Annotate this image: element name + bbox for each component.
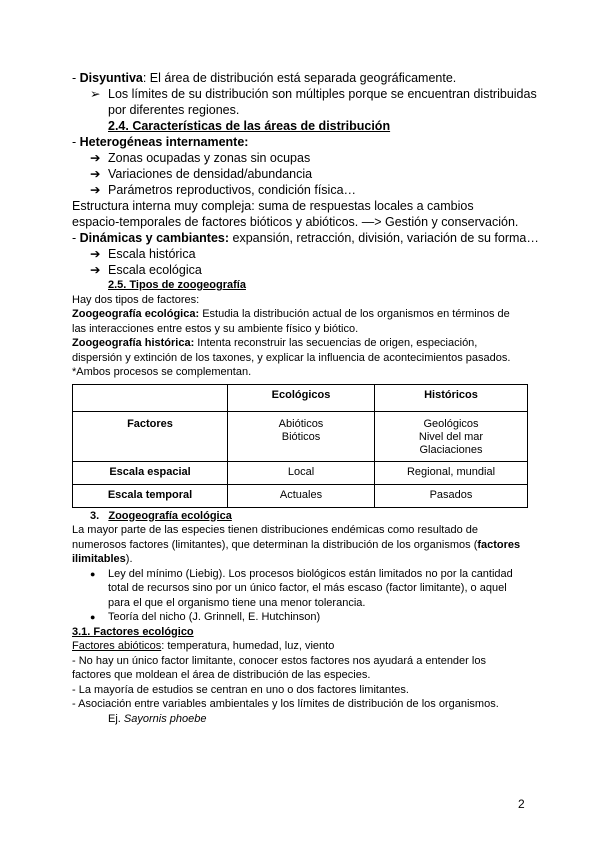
list-item: ● Ley del mínimo (Liebig). Los procesos biológicos están limitados no por la cantidad bbox=[90, 567, 513, 580]
heading-3: 3. Zoogeografía ecológica bbox=[90, 509, 232, 522]
document-page bbox=[72, 70, 539, 726]
cell-hist: Geológicos Nivel del mar Glaciaciones bbox=[375, 411, 528, 461]
zoo-ecologica-line2: las interacciones entre estos y su ambiente físico y biótico. bbox=[72, 322, 359, 335]
disyuntiva-sub-cont: por diferentes regiones. bbox=[108, 103, 240, 117]
cell-hist: Regional, mundial bbox=[375, 461, 528, 484]
liebig-cont: total de recursos sino por un único factor, el más escaso (factor limitante), o aquel bbox=[108, 582, 507, 594]
list-item: ➔ Zonas ocupadas y zonas sin ocupas bbox=[90, 151, 311, 165]
sec3-line1: La mayor parte de las especies tienen distribuciones endémicas como resultado de bbox=[72, 524, 479, 536]
table-row bbox=[73, 411, 528, 461]
zoo-ecologica-line1: Zoogeografía ecológica: Estudia la distribución actual de los organismos en términos de bbox=[72, 308, 510, 320]
table-row bbox=[73, 461, 528, 484]
list-item: ➔ Variaciones de densidad/abundancia bbox=[90, 167, 313, 181]
complementan-note: *Ambos procesos se complementan. bbox=[72, 366, 252, 378]
heading-2-5: 2.5. Tipos de zoogeografía bbox=[108, 279, 246, 291]
bullet-icon: ● bbox=[90, 612, 96, 622]
cell-eco: Abióticos Bióticos bbox=[228, 411, 375, 461]
table-header-row bbox=[73, 384, 528, 411]
cell-eco: Actuales bbox=[228, 484, 375, 507]
table-header-empty bbox=[73, 384, 228, 411]
dinamicas-line: - Dinámicas y cambiantes: expansión, retracción, división, variación de su forma… bbox=[72, 231, 539, 245]
table-row bbox=[73, 484, 528, 507]
factores-p1b: factores que moldean el área de distribución de las especies. bbox=[72, 669, 371, 681]
table-header-historicos: Históricos bbox=[375, 384, 528, 411]
row-label: Escala espacial bbox=[73, 461, 228, 484]
estructura-line1: Estructura interna muy compleja: suma de respuestas locales a cambios bbox=[72, 199, 474, 213]
bullet-icon: ● bbox=[90, 568, 96, 579]
cell-eco: Local bbox=[228, 461, 375, 484]
factores-p2: - La mayoría de estudios se centran en uno o dos factores limitantes. bbox=[72, 683, 409, 696]
row-label: Escala temporal bbox=[73, 484, 228, 507]
tipos-intro: Hay dos tipos de factores: bbox=[72, 293, 200, 306]
arrow-icon: ➔ bbox=[90, 167, 101, 181]
arrow-icon: ➔ bbox=[90, 183, 101, 197]
heading-3-1: 3.1. Factores ecológico bbox=[72, 625, 194, 638]
arrow-icon: ➔ bbox=[90, 151, 101, 165]
cell-hist: Pasados bbox=[375, 484, 528, 507]
arrow-icon: ➔ bbox=[90, 247, 101, 261]
list-item: ➔ Escala ecológica bbox=[90, 263, 202, 277]
factores-p1a: - No hay un único factor limitante, conocer estos factores nos ayudará a entender los bbox=[72, 654, 486, 667]
sec3-line2: numerosos factores (limitantes), que determinan la distribución de los organismos (factores bbox=[72, 538, 521, 551]
disyuntiva-label: Disyuntiva bbox=[79, 71, 143, 85]
disyuntiva-sub: ➢ Los límites de su distribución son múltiples porque se encuentran distribuidas bbox=[90, 87, 537, 101]
list-item: ➔ Parámetros reproductivos, condición física… bbox=[90, 183, 357, 197]
row-label: Factores bbox=[73, 411, 228, 461]
liebig-cont: para el que el organismo tiene una menor tolerancia. bbox=[108, 596, 366, 609]
zoo-historica-line2: dispersión y extinción de los taxones, y explicar la influencia de acontecimientos pasados. bbox=[72, 351, 511, 364]
zoo-historica-line1: Zoogeografía histórica: Intenta reconstruir las secuencias de origen, especiación, bbox=[72, 337, 478, 349]
arrow-hollow-icon: ➢ bbox=[90, 87, 101, 101]
estructura-line2: espacio-temporales de factores bióticos y abióticos. —> Gestión y conservación. bbox=[72, 215, 519, 229]
sec3-line3: ilimitables). bbox=[72, 553, 133, 565]
dinamicas-label: Dinámicas y cambiantes: bbox=[79, 231, 230, 245]
disyuntiva-line: - Disyuntiva: El área de distribución está separada geográficamente. bbox=[72, 71, 457, 85]
heterogeneas-label: Heterogéneas internamente: bbox=[79, 135, 249, 149]
factores-p3: - Asociación entre variables ambientales y los límites de distribución de los organismos. bbox=[72, 698, 499, 710]
heading-2-4: 2.4. Características de las áreas de distribución bbox=[108, 119, 391, 133]
disyuntiva-text: : El área de distribución está separada geográficamente. bbox=[142, 71, 457, 85]
abioticos-line: Factores abióticos: temperatura, humedad, luz, viento bbox=[72, 640, 335, 652]
factores-table bbox=[72, 384, 528, 508]
page-number: 2 bbox=[518, 797, 525, 811]
table-header-ecologicos: Ecológicos bbox=[228, 384, 375, 411]
list-item: ● Teoría del nicho (J. Grinnell, E. Hutchinson) bbox=[90, 611, 321, 623]
example-line: Ej. Sayornis phoebe bbox=[108, 712, 207, 725]
list-item: ➔ Escala histórica bbox=[90, 247, 196, 261]
heterogeneas-line: - Heterogéneas internamente: bbox=[72, 135, 249, 149]
arrow-icon: ➔ bbox=[90, 263, 101, 277]
